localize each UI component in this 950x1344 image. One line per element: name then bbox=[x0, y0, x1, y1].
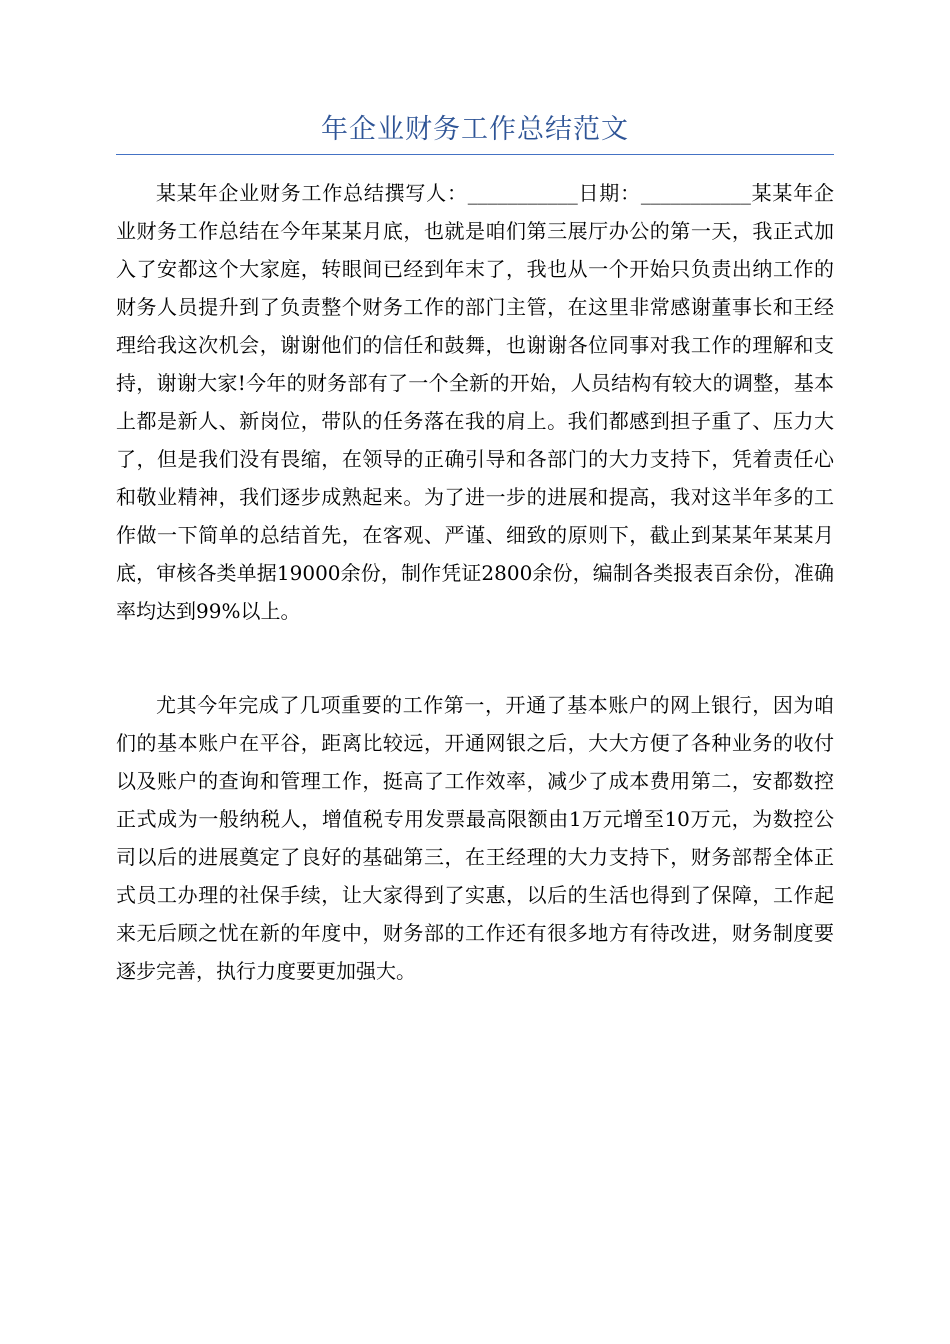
body-paragraph-2: 尤其今年完成了几项重要的工作第一，开通了基本账户的网上银行，因为咱们的基本账户在平谷，距离比较远，开通网银之后，大大方便了各种业务的收付以及账户的查询和管理工作，挺高了工作效率，减少了成本费用第二，安都数控正式成为一般纳税人，增值税专用发票最高限额由1万元增至10万元，为数控公司以后的进展奠定了良好的基础第三，在王经理的大力支持下，财务部帮全体正式员工办理的社保手续，让大家得到了实惠，以后的生活也得到了保障，工作起来无后顾之忧在新的年度中，财务部的工作还有很多地方有待改进，财务制度要逐步完善，执行力度要更加强大。 bbox=[116, 693, 834, 983]
body-paragraph-1: 某某年企业财务工作总结撰写人：___________日期：___________某某年企业财务工作总结在今年某某月底，也就是咱们第三展厅办公的第一天，我正式加入了安都这个大家庭，转眼间已经到年末了，我也从一个开始只负责出纳工作的财务人员提升到了负责整个财务工作的部门主管，在这里非常感谢董事长和王经理给我这次机会，谢谢他们的信任和鼓舞，也谢谢各位同事对我工作的理解和支持，谢谢大家!今年的财务部有了一个全新的开始，人员结构有较大的调整，基本上都是新人、新岗位，带队的任务落在我的肩上。我们都感到担子重了、压力大了，但是我们没有畏缩，在领导的正确引导和各部门的大力支持下，凭着责任心和敬业精神，我们逐步成熟起来。为了进一步的进展和提高，我对这半年多的工作做一下简单的总结首先，在客观、严谨、细致的原则下，截止到某某年某某月底，审核各类单据19000余份，制作凭证2800余份，编制各类报表百余份，准确率均达到99%以上。 bbox=[116, 181, 834, 623]
title-underline bbox=[116, 154, 834, 155]
document-title: 年企业财务工作总结范文 bbox=[321, 114, 629, 145]
